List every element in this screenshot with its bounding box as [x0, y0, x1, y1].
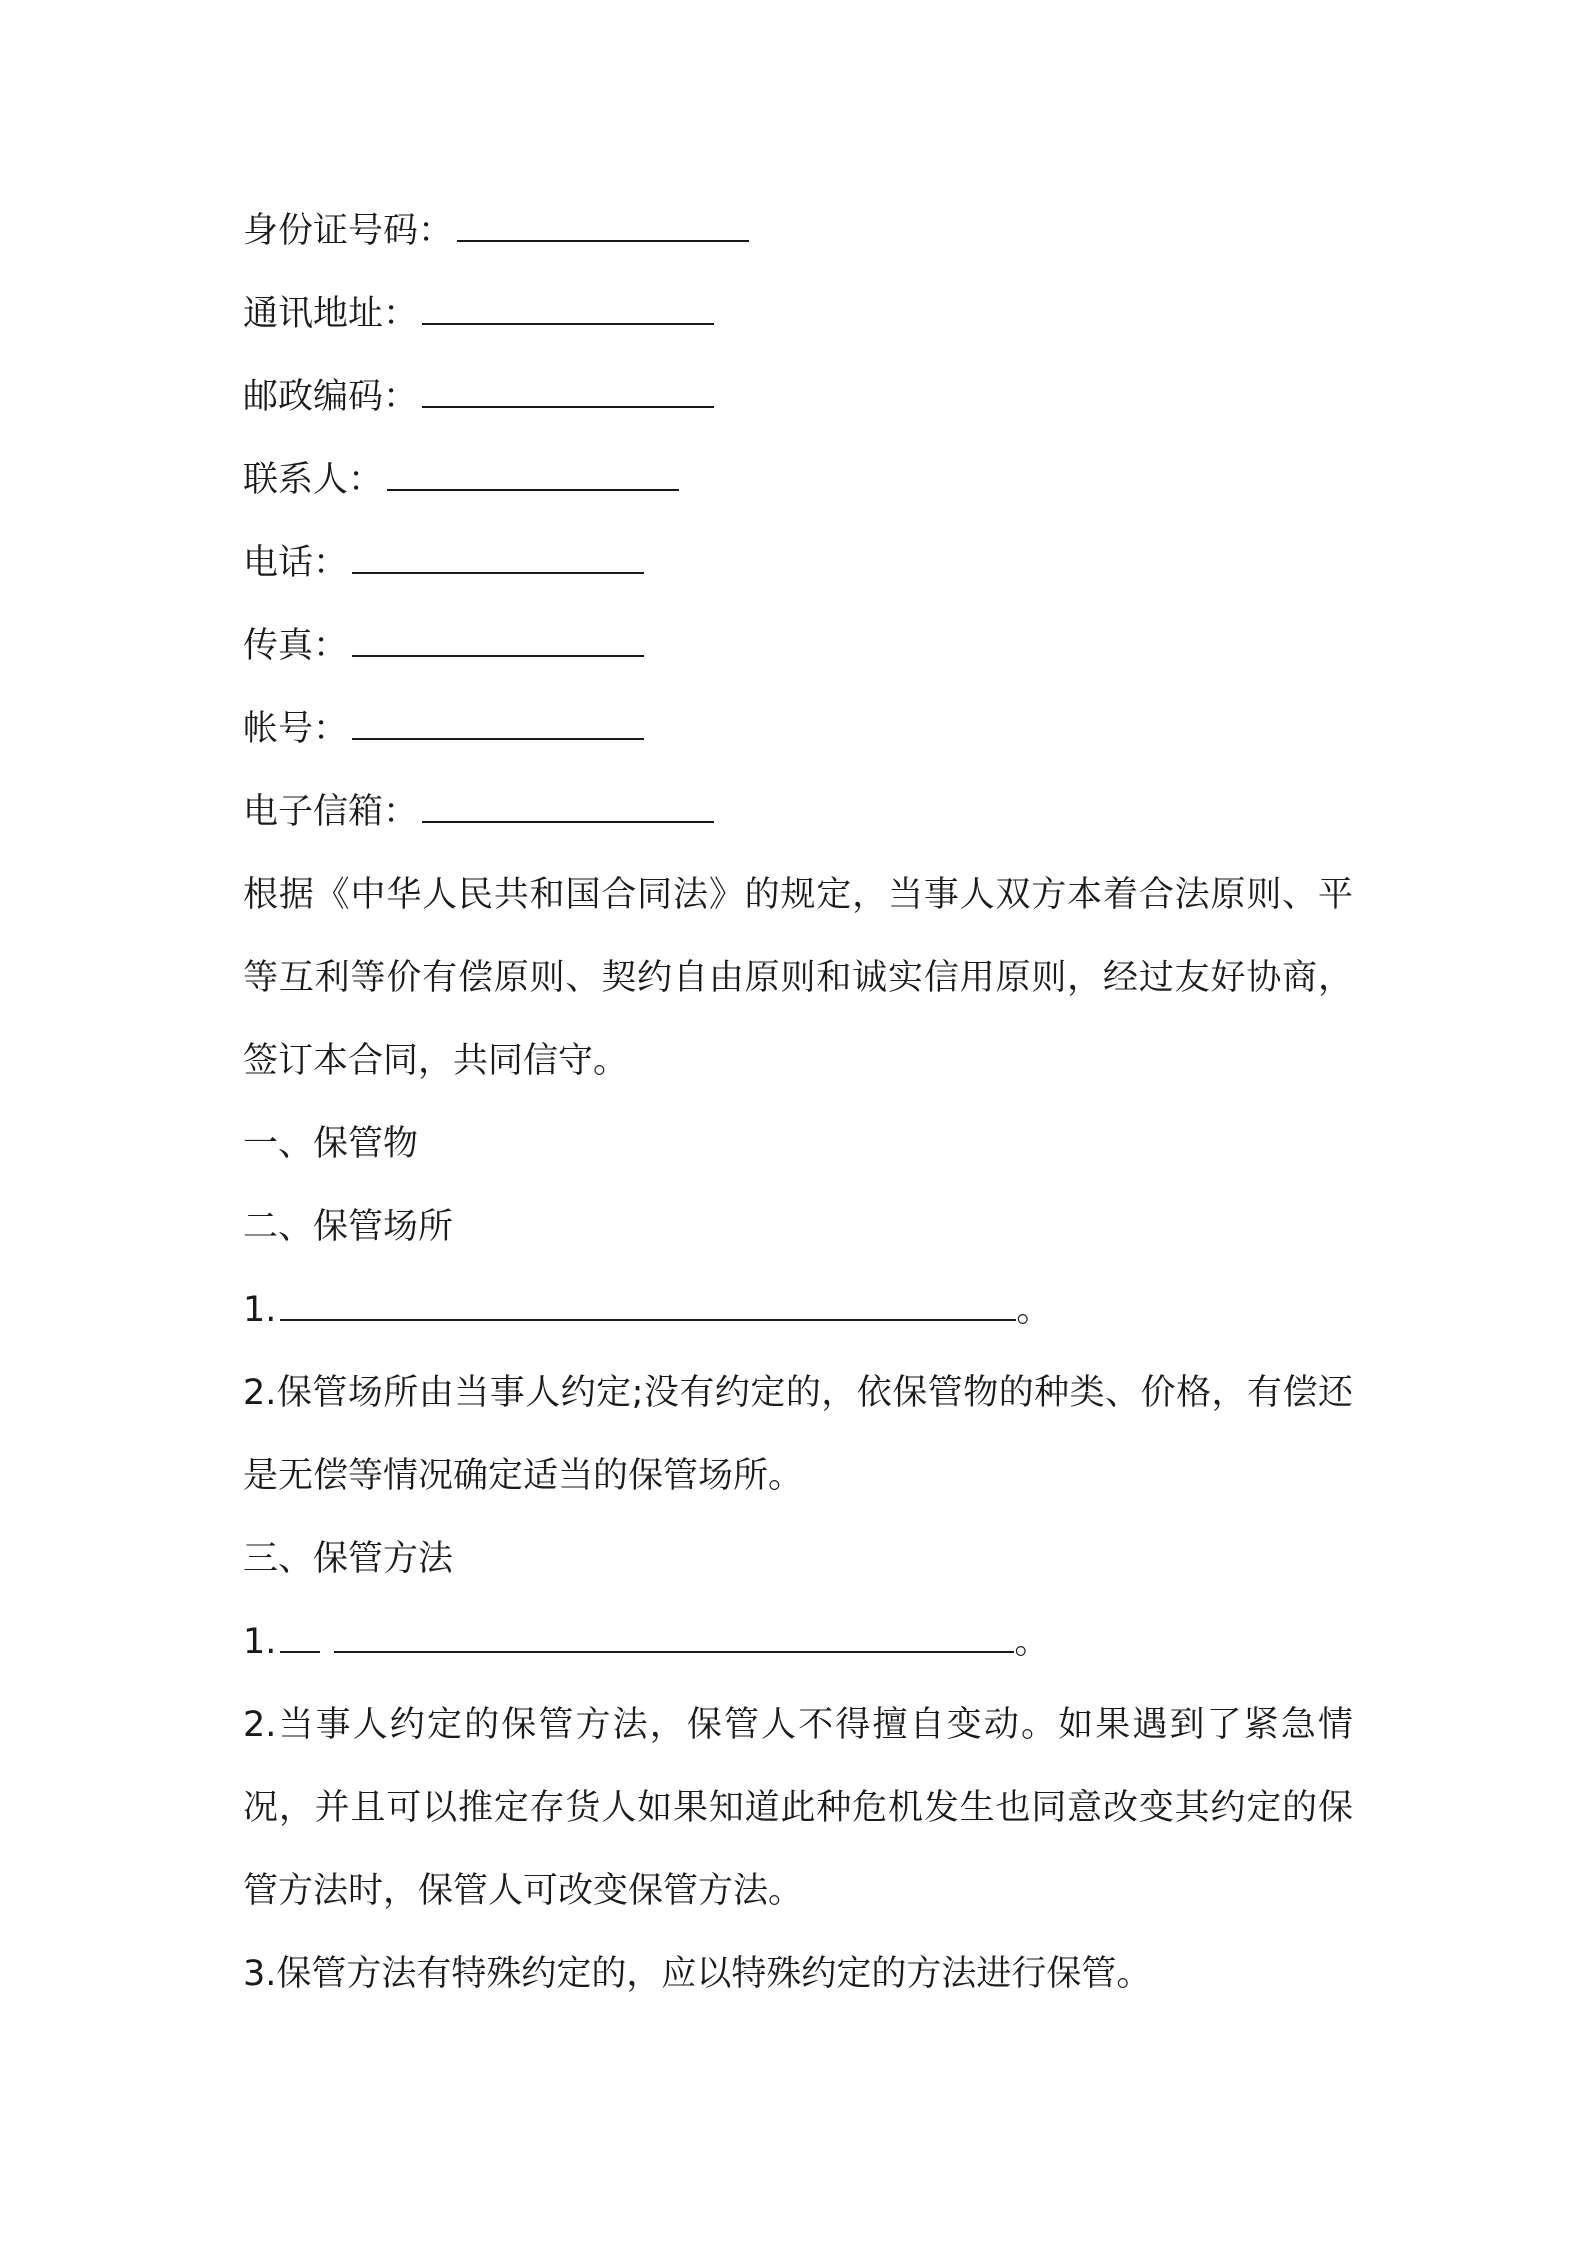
field-label: 电子信箱：: [243, 792, 419, 832]
section-2-title: 二、保管场所: [243, 1207, 454, 1247]
field-label: 传真：: [243, 626, 349, 666]
field-id-number: [243, 190, 1353, 273]
fill-blank[interactable]: [457, 210, 749, 242]
fill-blank[interactable]: [280, 1621, 320, 1653]
section-2-item-2: 2.保管场所由当事人约定;没有约定的，依保管物的种类、价格，有偿还是无偿等情况确定适当的保管场所。: [243, 1373, 1353, 1496]
fill-blank[interactable]: [352, 625, 644, 657]
item-suffix: 。: [1016, 1290, 1052, 1330]
field-label: 身份证号码：: [243, 211, 454, 251]
field-email: [243, 771, 1353, 854]
field-address: [243, 273, 1353, 356]
section-3-title: 三、保管方法: [243, 1539, 454, 1579]
fill-blank[interactable]: [352, 708, 644, 740]
field-label: 通讯地址：: [243, 294, 419, 334]
field-label: 帐号：: [243, 709, 349, 749]
document-page: [243, 190, 1353, 2016]
field-label: 电话：: [243, 543, 349, 583]
field-postcode: [243, 356, 1353, 439]
section-3-item-3: 3.保管方法有特殊约定的，应以特殊约定的方法进行保管。: [243, 1954, 1152, 1994]
field-label: 联系人：: [243, 460, 384, 500]
fill-blank[interactable]: [422, 376, 714, 408]
intro-paragraph: 根据《中华人民共和国合同法》的规定，当事人双方本着合法原则、平等互利等价有偿原则、契约自由原则和诚实信用原则，经过友好协商，签订本合同，共同信守。: [243, 875, 1353, 1081]
fill-blank[interactable]: [422, 293, 714, 325]
section-1-title: 一、保管物: [243, 1124, 419, 1164]
fill-blank[interactable]: [352, 542, 644, 574]
section-2-item-1: [243, 1269, 1353, 1352]
fill-blank[interactable]: [334, 1621, 1014, 1653]
field-fax: [243, 605, 1353, 688]
item-number: 1.: [243, 1290, 277, 1330]
fill-blank[interactable]: [387, 459, 679, 491]
section-3-item-1: [243, 1601, 1353, 1684]
field-phone: [243, 522, 1353, 605]
field-account: [243, 688, 1353, 771]
fill-blank[interactable]: [422, 791, 714, 823]
fill-blank[interactable]: [280, 1289, 1016, 1321]
field-label: 邮政编码：: [243, 377, 419, 417]
field-contact: [243, 439, 1353, 522]
section-3-item-2: 2.当事人约定的保管方法，保管人不得擅自变动。如果遇到了紧急情况，并且可以推定存货人如果知道此种危机发生也同意改变其约定的保管方法时，保管人可改变保管方法。: [243, 1705, 1353, 1911]
item-suffix: 。: [1014, 1622, 1050, 1662]
item-number: 1.: [243, 1622, 277, 1662]
